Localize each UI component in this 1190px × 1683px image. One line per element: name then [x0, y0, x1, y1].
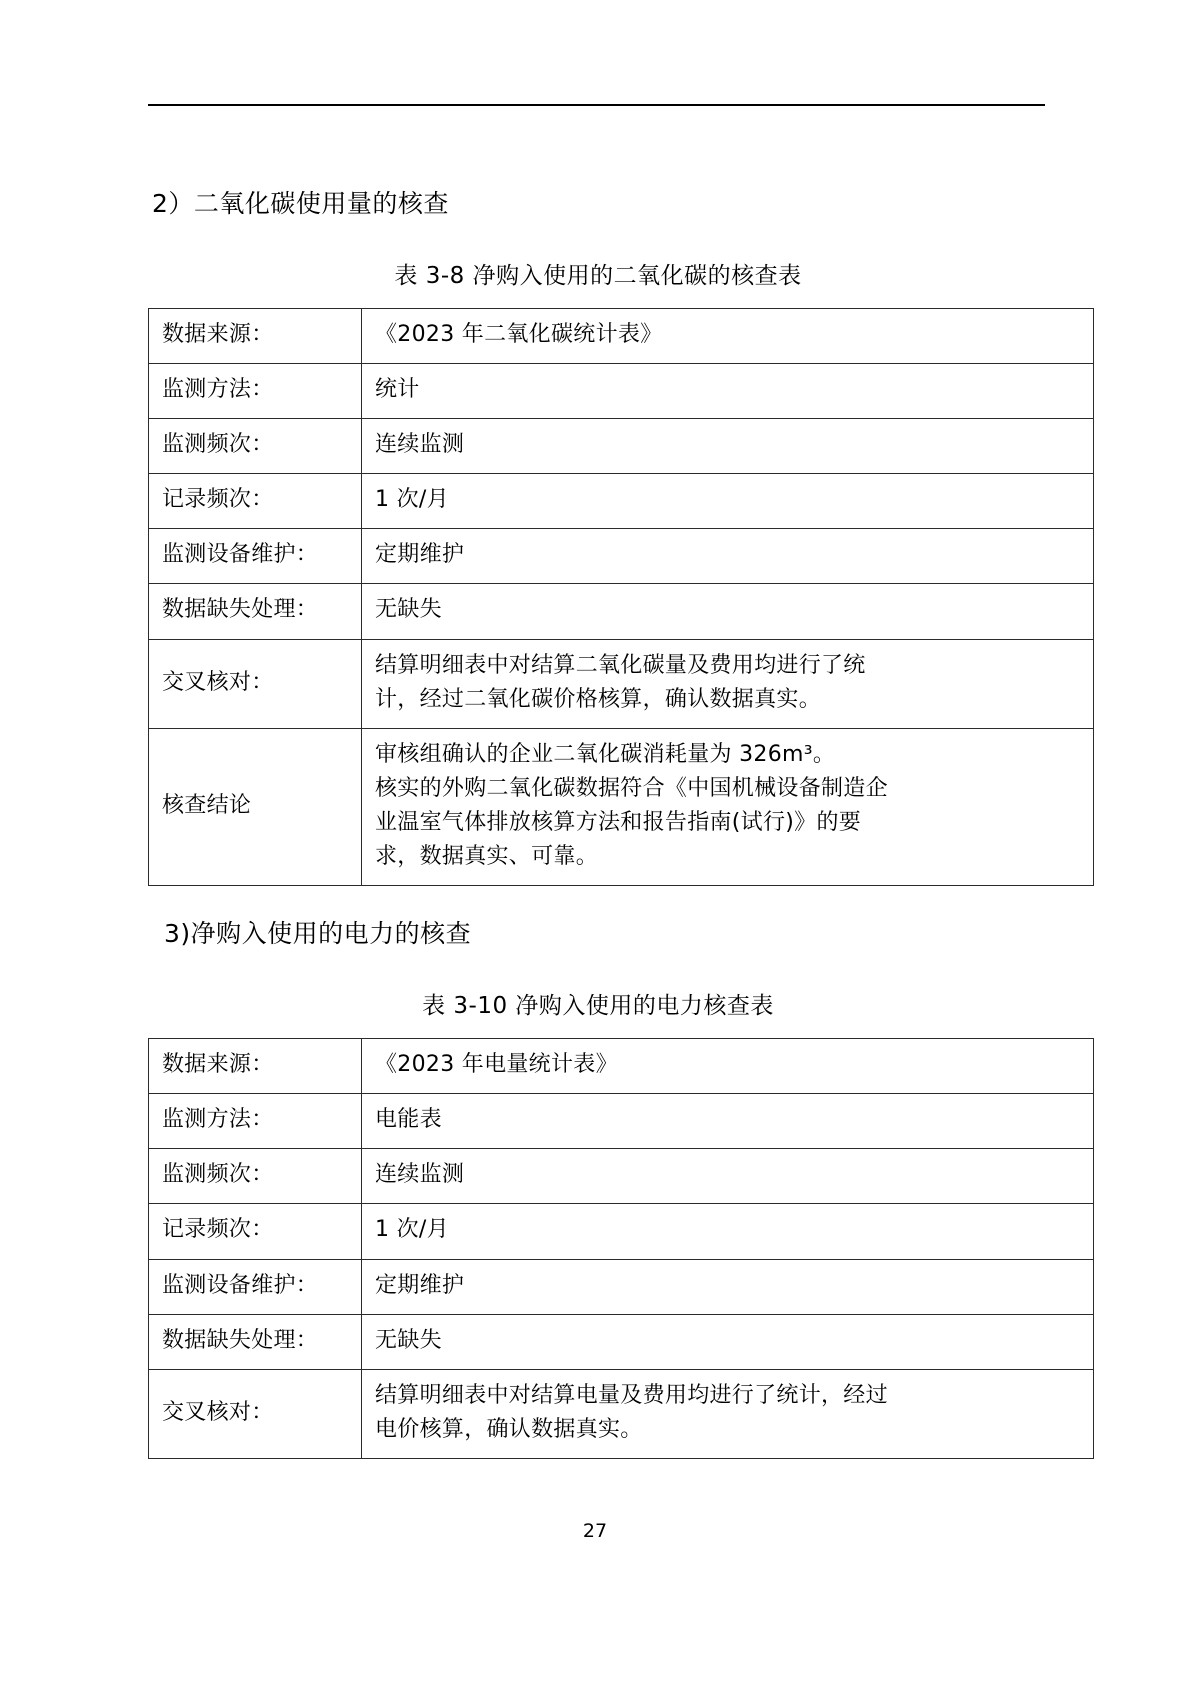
- cell-line: 业温室气体排放核算方法和报告指南(试行)》的要: [375, 809, 862, 835]
- cell-line: 求，数据真实、可靠。: [375, 844, 599, 870]
- table-3-10: [148, 1038, 1094, 1459]
- row-label: 数据来源：: [149, 1039, 362, 1094]
- cell-line: 电价核算，确认数据真实。: [375, 1416, 643, 1442]
- cell-line: 结算明细表中对结算二氧化碳量及费用均进行了统: [375, 652, 866, 678]
- row-value: [362, 1369, 1094, 1458]
- section-heading-co2: 2）二氧化碳使用量的核查: [152, 189, 449, 218]
- page-content: [148, 140, 1048, 1459]
- row-label: 核查结论: [149, 728, 362, 885]
- row-label: 交叉核对：: [149, 639, 362, 728]
- row-label: 监测方法：: [149, 1094, 362, 1149]
- cell-line: 审核组确认的企业二氧化碳消耗量为 326m³。: [375, 741, 836, 767]
- cell-line: 统计: [375, 377, 420, 403]
- row-label: 数据来源：: [149, 309, 362, 364]
- row-value: [362, 309, 1094, 364]
- row-value: [362, 1094, 1094, 1149]
- table-row: [149, 364, 1094, 419]
- row-value: [362, 364, 1094, 419]
- cell-line: 结算明细表中对结算电量及费用均进行了统计，经过: [375, 1382, 888, 1408]
- row-label: 数据缺失处理：: [149, 584, 362, 639]
- table-row: [149, 584, 1094, 639]
- section-heading-electricity: 3)净购入使用的电力的核查: [164, 919, 472, 949]
- table-3-10-body: [149, 1039, 1094, 1459]
- cell-line: 1 次/月: [375, 487, 449, 513]
- cell-line: 核实的外购二氧化碳数据符合《中国机械设备制造企: [375, 775, 888, 801]
- cell-line: 无缺失: [375, 1327, 442, 1353]
- row-value: [362, 474, 1094, 529]
- row-label: 监测频次：: [149, 419, 362, 474]
- row-value: [362, 1259, 1094, 1314]
- table-row: [149, 1259, 1094, 1314]
- row-value: [362, 529, 1094, 584]
- cell-line: 无缺失: [375, 597, 442, 623]
- row-value: [362, 1149, 1094, 1204]
- cell-line: 定期维护: [375, 542, 465, 568]
- table-row: [149, 1314, 1094, 1369]
- row-label: 交叉核对：: [149, 1369, 362, 1458]
- cell-line: 连续监测: [375, 1162, 465, 1188]
- cell-line: 《2023 年二氧化碳统计表》: [375, 322, 663, 347]
- table-row: [149, 309, 1094, 364]
- cell-line: 计，经过二氧化碳价格核算，确认数据真实。: [375, 686, 822, 712]
- cell-line: 电能表: [375, 1107, 442, 1133]
- table-row: [149, 728, 1094, 885]
- row-value: [362, 728, 1094, 885]
- table-row: [149, 474, 1094, 529]
- row-value: [362, 639, 1094, 728]
- table-3-8-body: [149, 309, 1094, 886]
- row-label: 记录频次：: [149, 1204, 362, 1259]
- table-row: [149, 419, 1094, 474]
- table-row: [149, 1149, 1094, 1204]
- table-caption-3-8: 表 3-8 净购入使用的二氧化碳的核查表: [394, 263, 802, 289]
- table-row: [149, 1094, 1094, 1149]
- row-value: [362, 1314, 1094, 1369]
- row-value: [362, 584, 1094, 639]
- table-row: [149, 529, 1094, 584]
- row-label: 监测设备维护：: [149, 1259, 362, 1314]
- row-value: [362, 1204, 1094, 1259]
- row-label: 记录频次：: [149, 474, 362, 529]
- cell-line: 1 次/月: [375, 1217, 449, 1243]
- page-number: 27: [582, 1520, 608, 1542]
- table-caption-3-10: 表 3-10 净购入使用的电力核查表: [422, 993, 774, 1020]
- row-label: 监测方法：: [149, 364, 362, 419]
- table-row: [149, 639, 1094, 728]
- table-row: [149, 1369, 1094, 1458]
- row-label: 数据缺失处理：: [149, 1314, 362, 1369]
- row-value: [362, 1039, 1094, 1094]
- table-3-8: [148, 308, 1094, 886]
- cell-line: 定期维护: [375, 1272, 465, 1298]
- table-row: [149, 1039, 1094, 1094]
- header-divider: [148, 104, 1045, 106]
- cell-line: 《2023 年电量统计表》: [375, 1052, 618, 1078]
- row-label: 监测频次：: [149, 1149, 362, 1204]
- row-value: [362, 419, 1094, 474]
- table-row: [149, 1204, 1094, 1259]
- row-label: 监测设备维护：: [149, 529, 362, 584]
- cell-line: 连续监测: [375, 432, 465, 458]
